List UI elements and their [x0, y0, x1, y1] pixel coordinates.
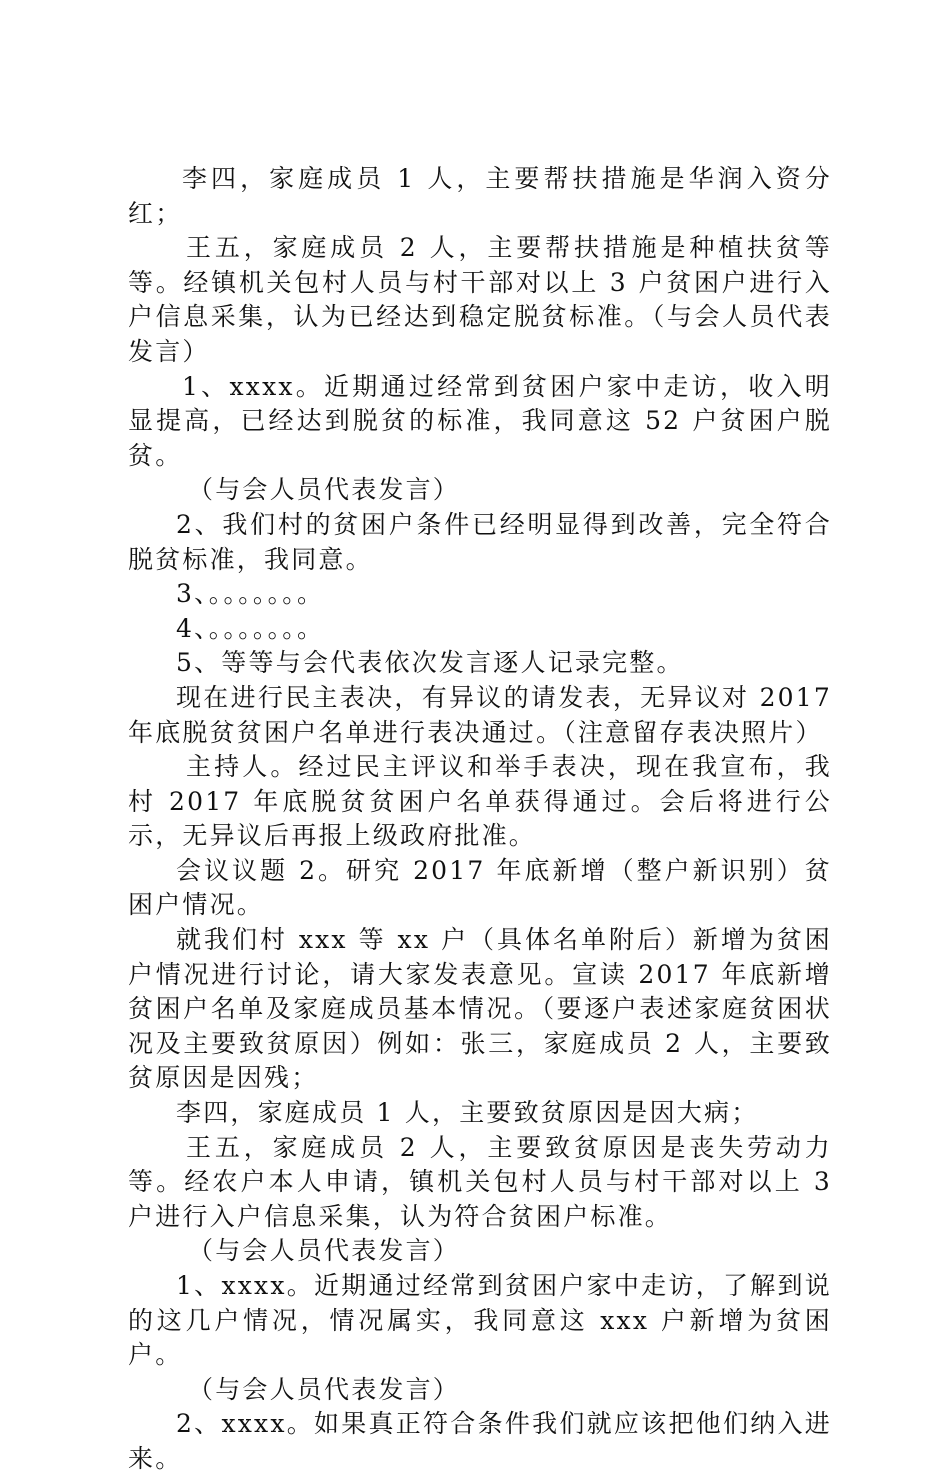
paragraph: 2、xxxx。如果真正符合条件我们就应该把他们纳入进来。 — [128, 1409, 832, 1473]
paragraph: 2、我们村的贫困户条件已经明显得到改善，完全符合脱贫标准，我同意。 — [128, 509, 832, 574]
paragraph: 1、xxxx。近期通过经常到贫困户家中走访，收入明显提高，已经达到脱贫的标准，我同意这 52 户贫困户脱贫。 — [128, 371, 832, 470]
paragraph: 现在进行民主表决，有异议的请发表，无异议对 2017 年底脱贫贫困户名单进行表决通过。（注意留存表决照片） — [128, 682, 832, 747]
paragraph: 5、等等与会代表依次发言逐人记录完整。 — [176, 648, 684, 678]
paragraph: 1、xxxx。近期通过经常到贫困户家中走访，了解到说的这几户情况，情况属实，我同意这 xxx 户新增为贫困户。 — [128, 1271, 832, 1370]
paragraph: 就我们村 xxx 等 xx 户（具体名单附后）新增为贫困户情况进行讨论，请大家发表意见。宣读 2017 年底新增贫困户名单及家庭成员基本情况。（要逐户表述家庭贫困状况及主要致贫原因）例如：张三，家庭成员 2 人，主要致贫原因是因残； — [128, 925, 832, 1093]
paragraph: 李四，家庭成员 1 人，主要帮扶措施是华润入资分红； — [128, 164, 832, 228]
paragraph: 李四，家庭成员 1 人，主要致贫原因是因大病； — [176, 1098, 759, 1128]
paragraph: 会议议题 2。研究 2017 年底新增（整户新识别）贫困户情况。 — [128, 855, 832, 920]
paragraph: 主持人。经过民主评议和举手表决，现在我宣布，我村 2017 年底脱贫贫困户名单获得通过。会后将进行公示，无异议后再报上级政府批准。 — [128, 752, 832, 851]
paragraph: （与会人员代表发言） — [188, 1236, 461, 1266]
paragraph: 王五，家庭成员 2 人，主要致贫原因是丧失劳动力等。经农户本人申请，镇机关包村人员与村干部对以上 3 户进行入户信息采集，认为符合贫困户标准。 — [128, 1132, 832, 1231]
document-body — [128, 162, 832, 1477]
paragraph: （与会人员代表发言） — [188, 475, 461, 505]
paragraph: 3、。。。。。。。 — [176, 579, 325, 609]
paragraph: 王五，家庭成员 2 人，主要帮扶措施是种植扶贫等等。经镇机关包村人员与村干部对以上 3 户贫困户进行入户信息采集，认为已经达到稳定脱贫标准。（与会人员代表发言） — [128, 233, 832, 366]
paragraph: （与会人员代表发言） — [188, 1374, 461, 1404]
paragraph: 4、。。。。。。。 — [176, 613, 325, 643]
